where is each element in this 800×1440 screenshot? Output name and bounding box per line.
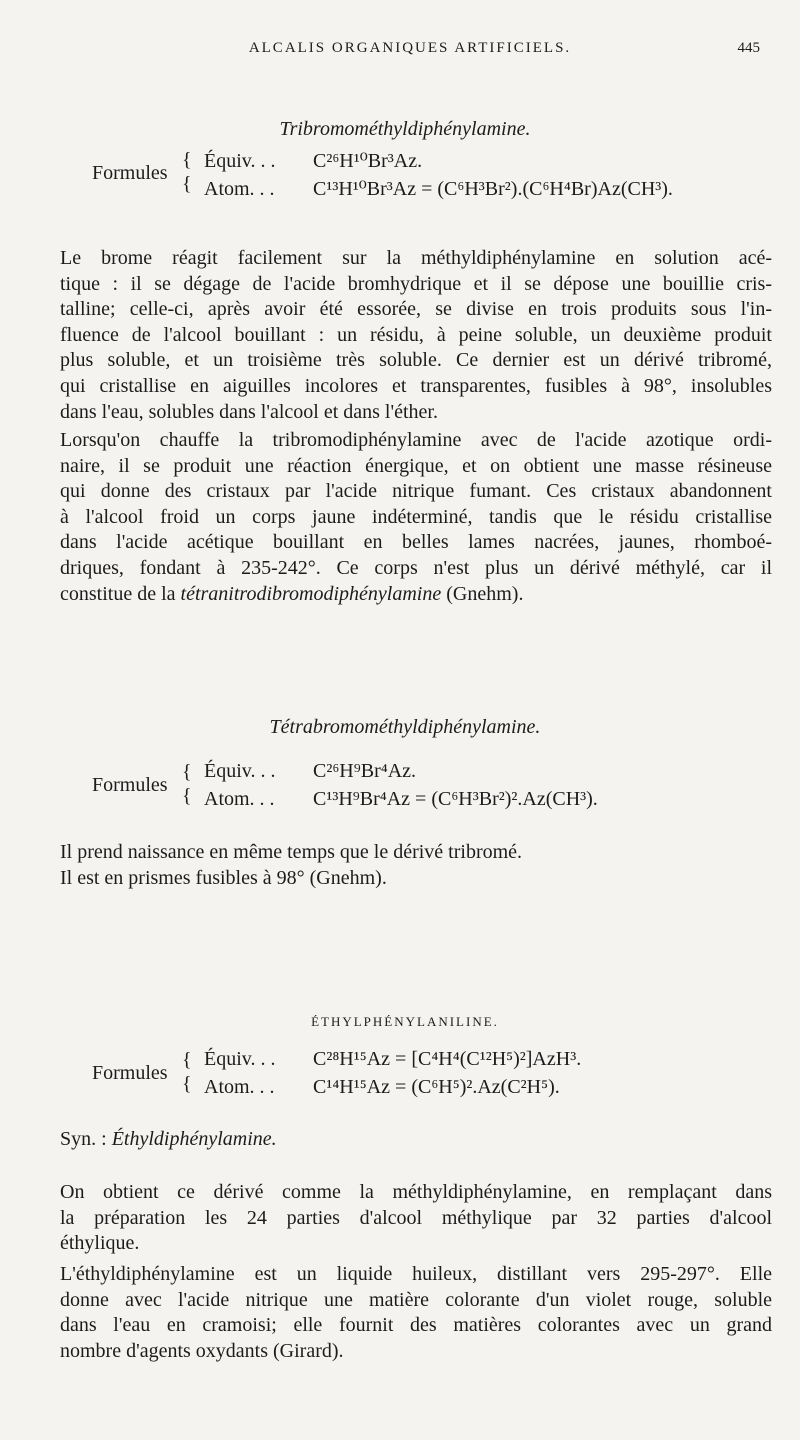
paragraph-2 (60, 428, 772, 607)
compound-name: tétranitrodibromodiphénylamine (180, 582, 442, 605)
citation: (Gnehm). (446, 582, 524, 605)
text-line: à l'alcool froid un corps jaune indéterminé, tandis que le résidu cristallise (60, 505, 772, 528)
brace-glyph: { { (182, 761, 192, 807)
text-line: Lorsqu'on chauffe la tribromodiphénylamine avec de l'acide azotique ordi- (60, 429, 772, 451)
text-line: nombre d'agents oxydants (Girard). (60, 1339, 344, 1362)
text-line: dans l'eau en cramoisi; elle fournit des matières colorantes avec un grand (60, 1314, 772, 1337)
formula-text: C¹³H¹⁰Br³Az = (C⁶H³Br²).(C⁶H⁴Br)Az(CH³). (313, 178, 673, 200)
formula-kind: Équiv. . . (204, 150, 276, 172)
text-line: donne avec l'acide nitrique une matière colorante d'un violet rouge, soluble (60, 1288, 772, 1311)
synonym-line (60, 1128, 277, 1151)
text-line (60, 582, 772, 608)
section-title-ethylphenylaniline: ÉTHYLPHÉNYLANILINE. (311, 1014, 499, 1029)
text-line: qui cristallise en aiguilles incolores et transparentes, fusibles à 98°, insolubles (60, 374, 772, 397)
text-line: tique : il se dégage de l'acide bromhydrique et il se dépose une bouillie cris- (60, 272, 772, 295)
text-line: L'éthyldiphénylamine est un liquide huileux, distillant vers 295-297°. Elle (60, 1263, 772, 1285)
synonym-name: Éthyldiphénylamine. (111, 1128, 277, 1150)
running-head (60, 40, 760, 64)
formula-kind: Atom. . . (204, 788, 275, 810)
brace-glyph: { { (182, 1049, 192, 1095)
formula-row-equiv (204, 148, 422, 173)
paragraph-1 (60, 246, 772, 425)
formulas-label: Formules (92, 1062, 168, 1084)
synonym-label: Syn. : (60, 1128, 107, 1150)
formula-text: C¹³H⁹Br⁴Az = (C⁶H³Br²)².Az(CH³). (313, 788, 598, 810)
formula-kind: Équiv. . . (204, 760, 276, 782)
text-line: On obtient ce dérivé comme la méthyldiphénylamine, en remplaçant dans (60, 1181, 772, 1203)
text-line: talline; celle-ci, après avoir été essorée, se divise en trois produits sous l'in- (60, 298, 772, 321)
formula-kind: Atom. . . (204, 178, 275, 200)
text-line: Il prend naissance en même temps que le dérivé tribromé. (60, 841, 523, 863)
formula-row-atom (204, 788, 598, 811)
formula-row-atom (204, 176, 673, 201)
page-number: 445 (737, 40, 760, 56)
text-line: dans l'acide acétique bouillant en belles lames nacrées, jaunes, rhomboé- (60, 531, 772, 554)
formulas-label: Formules (92, 774, 168, 796)
paragraph-3 (60, 840, 772, 891)
formula-text: C¹⁴H¹⁵Az = (C⁶H⁵)².Az(C²H⁵). (313, 1076, 560, 1098)
text-line: la préparation les 24 parties d'alcool méthylique par 32 parties d'alcool (60, 1206, 772, 1229)
text-line: Le brome réagit facilement sur la méthyldiphénylamine en solution acé- (60, 247, 772, 269)
text-line: driques, fondant à 235-242°. Ce corps n'est plus un dérivé méthylé, car il (60, 556, 772, 579)
formula-row-equiv (204, 1048, 581, 1071)
text-line: éthylique. (60, 1232, 140, 1255)
text-line: plus soluble, et un troisième très soluble. Ce dernier est un dérivé tribromé, (60, 349, 772, 372)
formula-kind: Équiv. . . (204, 1048, 276, 1070)
running-title: ALCALIS ORGANIQUES ARTIFICIELS. (248, 40, 572, 56)
line-start: constitue de la (60, 582, 176, 605)
paragraph-5 (60, 1262, 772, 1364)
text-line: Il est en prismes fusibles à 98° (Gnehm). (60, 866, 387, 889)
section-title-tribromo: Tribromométhyldiphénylamine. (279, 118, 531, 140)
formula-text: C²⁶H⁹Br⁴Az. (313, 760, 417, 782)
text-line: dans l'eau, solubles dans l'alcool et dans l'éther. (60, 400, 438, 423)
formula-row-equiv (204, 760, 416, 783)
formulas-label: Formules (92, 162, 168, 184)
brace-glyph: { { (182, 149, 192, 195)
text-line: naire, il se produit une réaction énergique, et on obtient une masse résineuse (60, 454, 772, 477)
formula-kind: Atom. . . (204, 1076, 275, 1098)
formula-text: C²⁸H¹⁵Az = [C⁴H⁴(C¹²H⁵)²]AzH³. (313, 1048, 582, 1070)
text-line: fluence de l'alcool bouillant : un résidu, à peine soluble, un deuxième produit (60, 323, 772, 346)
text-line: qui donne des cristaux par l'acide nitrique fumant. Ces cristaux abandonnent (60, 480, 772, 503)
section-title-tetrabromo: Tétrabromométhyldiphénylamine. (269, 716, 541, 738)
formula-text: C²⁶H¹⁰Br³Az. (313, 150, 423, 172)
formula-row-atom (204, 1076, 560, 1099)
paragraph-4 (60, 1180, 772, 1257)
